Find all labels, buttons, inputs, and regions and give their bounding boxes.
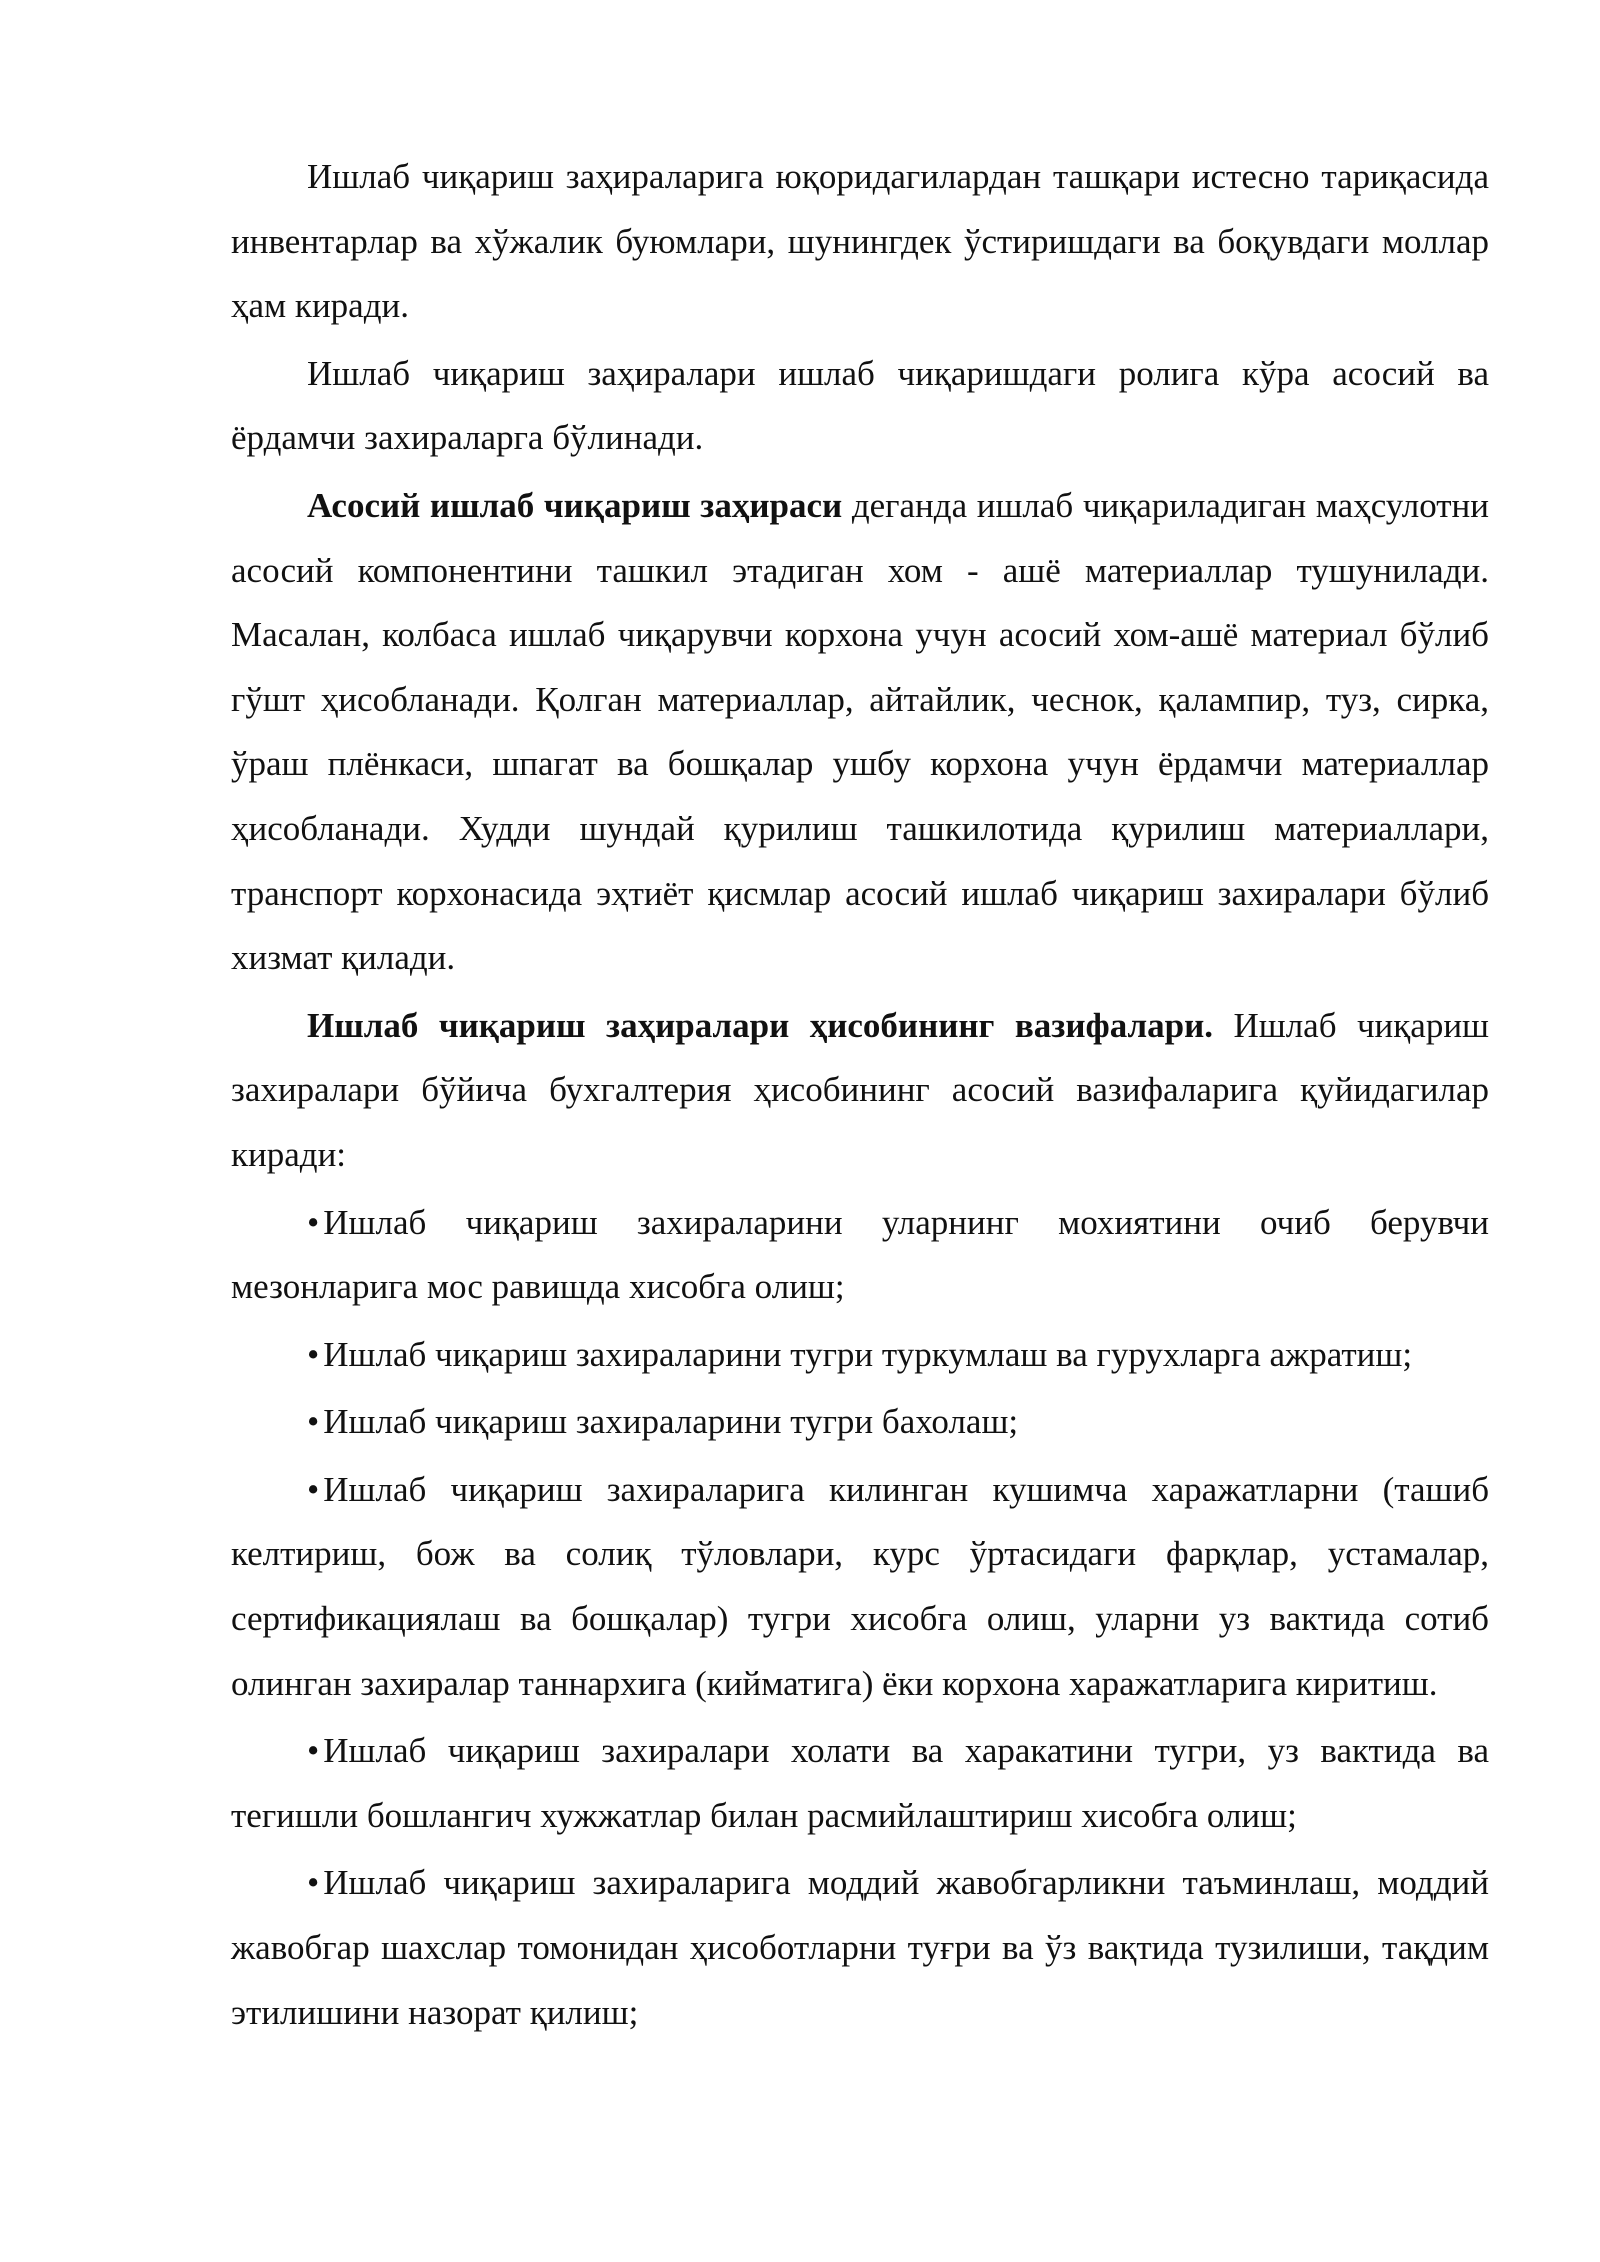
paragraph-intro <box>231 145 1489 339</box>
list-item <box>231 1719 1489 1848</box>
list-item <box>231 1323 1489 1388</box>
paragraph-text: деганда ишлаб чиқариладиган маҳсулотни асосий компонентини ташкил этадиган хом - ашё материаллар тушунилади. Масалан, колбаса ишлаб чиқарувчи корхона учун асосий хом-ашё материал бўлиб гўшт ҳисобланади. Қолган материаллар, айтайлик, чеснок, қалампир, туз, сирка, ўраш плёнкаси, шпагат ва бошқалар ушбу корхона учун ёрдамчи материаллар ҳисобланади. Худди шундай қурилиш ташкилотида қурилиш материаллари, транспорт корхонасида эҳтиёт қисмлар асосий ишлаб чиқариш захиралари бўлиб хизмат қилади. <box>231 485 1489 978</box>
list-item <box>231 1851 1489 2045</box>
bullet-icon: • <box>307 1469 320 1509</box>
list-item-text: Ишлаб чиқариш захираларига моддий жавобгарликни таъминлаш, моддий жавобгар шахслар томонидан ҳисоботларни туғри ва ўз вақтида тузилиши, тақдим этилишини назорат қилиш; <box>231 1863 1489 2032</box>
bullet-icon: • <box>307 1863 320 1903</box>
paragraph-text: Ишлаб чиқариш захиралари бўйича бухгалтерия ҳисобининг асосий вазифаларига қуйидагилар киради: <box>231 1005 1489 1174</box>
term-heading: Асосий ишлаб чиқариш заҳираси <box>307 485 843 525</box>
paragraph-main-reserves <box>231 474 1489 991</box>
paragraph-text: Ишлаб чиқариш заҳиралари ишлаб чиқаришдаги ролига кўра асосий ва ёрдамчи захираларга бўлинади. <box>231 353 1489 458</box>
section-heading: Ишлаб чиқариш заҳиралари ҳисобининг вазифалари. <box>307 1005 1214 1045</box>
list-item-text: Ишлаб чиқариш захираларини уларнинг мохиятини очиб берувчи мезонларига мос равишда хисобга олиш; <box>231 1202 1489 1307</box>
bullet-icon: • <box>307 1334 320 1374</box>
list-item-text: Ишлаб чиқариш захираларини тугри туркумлаш ва гурухларга ажратиш; <box>323 1334 1413 1374</box>
paragraph-text: Ишлаб чиқариш заҳираларига юқоридагилардан ташқари истесно тариқасида инвентарлар ва хўжалик буюмлари, шунингдек ўстиришдаги ва боқувдаги моллар ҳам киради. <box>231 157 1489 326</box>
list-item <box>231 1390 1489 1455</box>
list-item <box>231 1458 1489 1716</box>
paragraph-classification <box>231 342 1489 471</box>
paragraph-tasks <box>231 994 1489 1188</box>
list-item <box>231 1191 1489 1320</box>
bullet-icon: • <box>307 1402 320 1442</box>
bullet-icon: • <box>307 1202 320 1242</box>
document-page <box>231 145 1489 2045</box>
bullet-icon: • <box>307 1731 320 1771</box>
list-item-text: Ишлаб чиқариш захираларига килинган кушимча харажатларни (ташиб келтириш, бож ва солиқ тўловлари, курс ўртасидаги фарқлар, устамалар, сертификациялаш ва бошқалар) тугри хисобга олиш, уларни уз вактида сотиб олинган захиралар таннархига (кийматига) ёки корхона харажатларига киритиш. <box>231 1469 1489 1703</box>
list-item-text: Ишлаб чиқариш захиралари холати ва харакатини тугри, уз вактида ва тегишли бошлангич хужжатлар билан расмийлаштириш хисобга олиш; <box>231 1731 1489 1835</box>
list-item-text: Ишлаб чиқариш захираларини тугри бахолаш; <box>323 1402 1019 1442</box>
